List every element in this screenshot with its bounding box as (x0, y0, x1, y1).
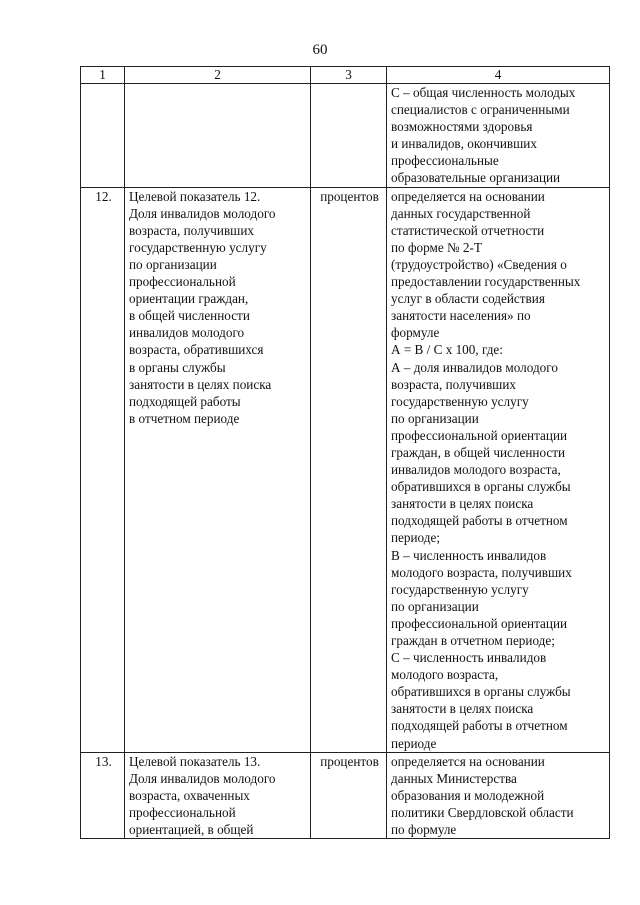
indicator-name-cell (125, 187, 311, 752)
method-line: определяется на основании (391, 753, 545, 769)
method-line: данных Министерства (391, 770, 517, 786)
table-row (81, 84, 610, 188)
method-line: и инвалидов, окончивших (391, 136, 537, 152)
method-line: политики Свердловской области (391, 804, 574, 820)
table-header-row (81, 67, 610, 84)
method-line: возможностями здоровья (391, 119, 533, 135)
method-line: подходящей работы в отчетном (391, 718, 568, 734)
name-line: подходящей работы (129, 393, 241, 409)
method-line: государственную услугу (391, 393, 529, 409)
name-line: ориентацией, в общей (129, 822, 254, 838)
name-line: государственную услугу (129, 239, 267, 255)
method-line: С – общая численность молодых (391, 85, 576, 100)
name-line: возраста, охваченных (129, 787, 250, 803)
row-number (81, 84, 125, 188)
method-line: занятости в целях поиска (391, 496, 534, 512)
method-line: молодого возраста, получивших (391, 564, 572, 580)
method-cell (387, 84, 610, 188)
method-line: по формуле (391, 822, 457, 838)
name-line: Целевой показатель 13. (129, 753, 261, 769)
method-line: молодого возраста, (391, 667, 499, 683)
name-line: профессиональной (129, 804, 236, 820)
method-line: формуле (391, 325, 440, 341)
method-line: граждан, в общей численности (391, 444, 566, 460)
name-line: занятости в целях поиска (129, 376, 272, 392)
method-cell (387, 187, 610, 752)
method-line: предоставлении государственных (391, 274, 581, 290)
name-line: в органы службы (129, 359, 226, 375)
name-line: в отчетном периоде (129, 410, 240, 426)
method-line: обратившихся в органы службы (391, 684, 571, 700)
name-line: по организации (129, 256, 217, 272)
indicator-name-cell (125, 84, 311, 188)
method-line: подходящей работы в отчетном (391, 513, 568, 529)
method-line: возраста, получивших (391, 376, 516, 392)
method-line: профессиональной ориентации (391, 427, 568, 443)
method-line: государственную услугу (391, 581, 529, 597)
method-line: услуг в области содействия (391, 291, 545, 307)
indicator-name-cell (125, 752, 311, 838)
column-header: 4 (387, 67, 610, 84)
method-line: занятости населения» по (391, 308, 531, 324)
name-line: ориентации граждан, (129, 291, 249, 307)
method-line: периоде; (391, 530, 441, 546)
name-line: возраста, обратившихся (129, 342, 264, 358)
method-line: С – численность инвалидов (391, 650, 547, 666)
name-line: возраста, получивших (129, 222, 254, 238)
method-line: занятости в целях поиска (391, 701, 534, 717)
column-header: 2 (125, 67, 311, 84)
row-number: 13. (81, 752, 125, 838)
method-line: по организации (391, 598, 479, 614)
method-line: образования и молодежной (391, 787, 545, 803)
name-line: профессиональной (129, 274, 236, 290)
name-line: Доля инвалидов молодого (129, 770, 276, 786)
method-line: определяется на основании (391, 188, 545, 204)
unit-cell (311, 84, 387, 188)
method-line: инвалидов молодого возраста, (391, 462, 561, 478)
indicator-table (80, 66, 610, 839)
method-line: обратившихся в органы службы (391, 479, 571, 495)
name-line: инвалидов молодого (129, 325, 245, 341)
method-line: образовательные организации (391, 170, 561, 186)
method-line: статистической отчетности (391, 222, 545, 238)
unit-cell: процентов (311, 187, 387, 752)
name-line: Целевой показатель 12. (129, 188, 261, 204)
method-line: по организации (391, 410, 479, 426)
table-row (81, 752, 610, 838)
page-number: 60 (312, 42, 328, 58)
row-number: 12. (81, 187, 125, 752)
method-line: специалистов с ограниченными (391, 102, 570, 118)
method-line: по форме № 2-Т (391, 239, 482, 255)
name-line: Доля инвалидов молодого (129, 205, 276, 221)
method-cell (387, 752, 610, 838)
method-line: профессиональной ориентации (391, 615, 568, 631)
method-line: А = В / С х 100, где: (391, 342, 503, 358)
method-line: граждан в отчетном периоде; (391, 633, 555, 648)
method-line: В – численность инвалидов (391, 547, 547, 563)
name-line: в общей численности (129, 308, 250, 324)
method-line: периоде (391, 735, 437, 751)
column-header: 1 (81, 67, 125, 84)
method-line: (трудоустройство) «Сведения о (391, 256, 567, 272)
method-line: профессиональные (391, 153, 499, 169)
table-row (81, 187, 610, 752)
method-line: А – доля инвалидов молодого (391, 359, 558, 375)
method-line: данных государственной (391, 205, 531, 221)
unit-cell: процентов (311, 752, 387, 838)
column-header: 3 (311, 67, 387, 84)
